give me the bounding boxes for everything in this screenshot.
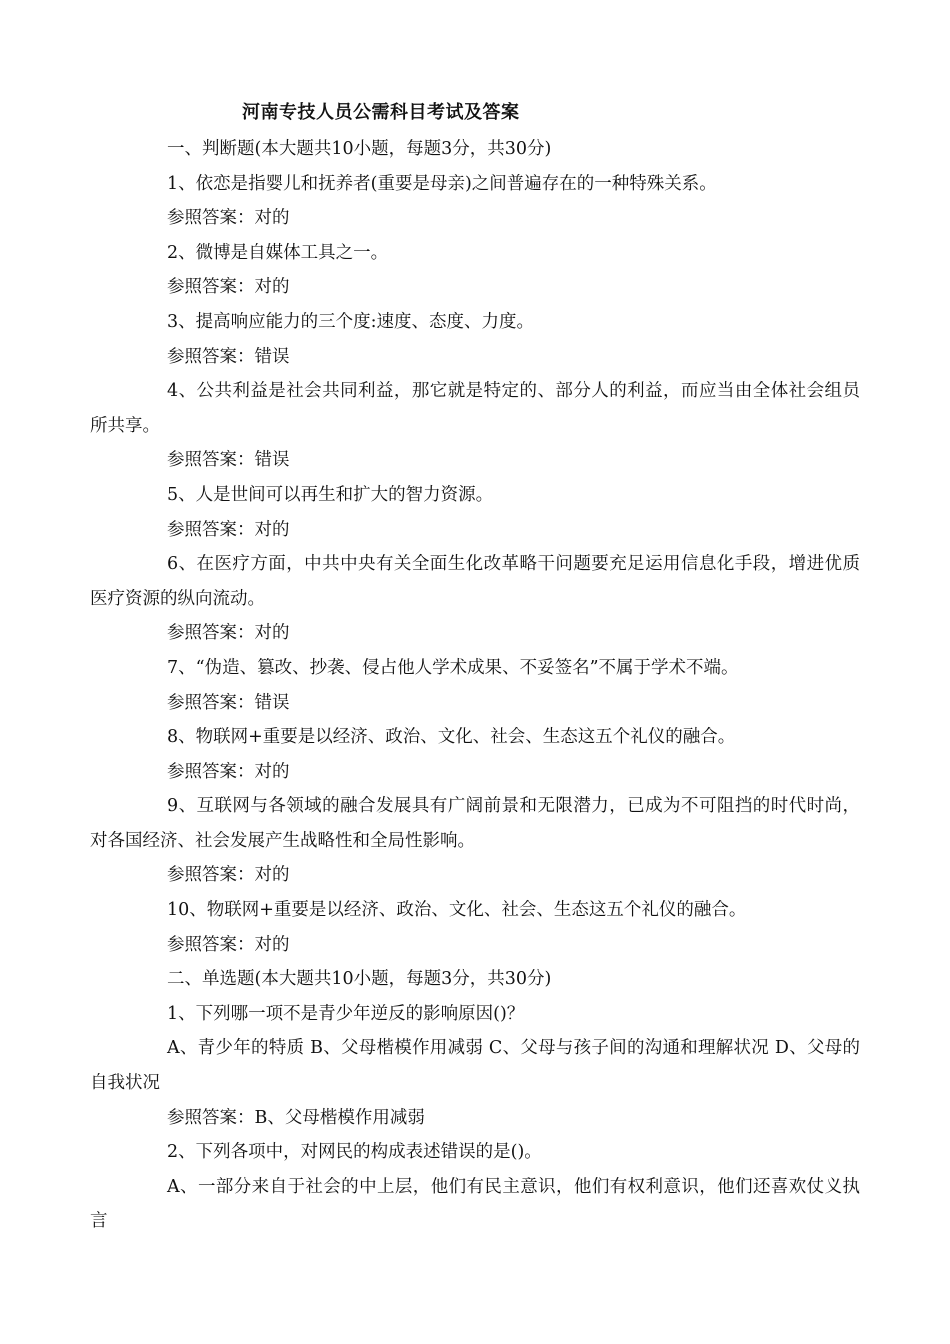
question-paragraph: 10、物联网+重要是以经济、政治、文化、社会、生态这五个礼仪的融合。 [167, 900, 747, 921]
answer-paragraph: 参照答案：对的 [167, 934, 290, 955]
answer-paragraph: 参照答案：B、父母楷模作用减弱 [167, 1107, 425, 1128]
question-paragraph: 2、下列各项中，对网民的构成表述错误的是()。 [167, 1142, 542, 1163]
answer-paragraph: 参照答案：对的 [167, 519, 290, 540]
answer-paragraph: 参照答案：对的 [167, 865, 290, 886]
question-paragraph: 8、物联网+重要是以经济、政治、文化、社会、生态这五个礼仪的融合。 [167, 727, 736, 748]
document-title: 河南专技人员公需科目考试及答案 [242, 102, 520, 123]
section-heading-single-choice: 二、单选题(本大题共10小题，每题3分，共30分) [167, 969, 552, 990]
options-paragraph: A、青少年的特质 B、父母楷模作用减弱 C、父母与孩子间的沟通和理解状况 D、父母的自我状况 [90, 1038, 860, 1094]
question-paragraph: 7、“伪造、篡改、抄袭、侵占他人学术成果、不妥签名”不属于学术不端。 [167, 657, 739, 678]
section-heading-judgment: 一、判断题(本大题共10小题，每题3分，共30分) [167, 139, 552, 159]
options-paragraph: A、一部分来自于社会的中上层，他们有民主意识，他们有权利意识，他们还喜欢仗义执言 [90, 1176, 860, 1232]
answer-paragraph: 参照答案：错误 [167, 450, 290, 471]
answer-paragraph: 参照答案：错误 [167, 346, 290, 367]
answer-paragraph: 参照答案：对的 [167, 208, 290, 229]
question-paragraph: 9、互联网与各领域的融合发展具有广阔前景和无限潜力，已成为不可阻挡的时代时尚，对各国经济、社会发展产生战略性和全局性影响。 [90, 796, 860, 851]
answer-paragraph: 参照答案：对的 [167, 623, 290, 644]
answer-paragraph: 参照答案：对的 [167, 277, 290, 298]
question-paragraph: 1、下列哪一项不是青少年逆反的影响原因()？ [167, 1003, 525, 1024]
answer-paragraph: 参照答案：对的 [167, 761, 290, 782]
question-paragraph: 1、依恋是指婴儿和抚养者(重要是母亲)之间普遍存在的一种特殊关系。 [167, 173, 717, 194]
question-paragraph: 5、人是世间可以再生和扩大的智力资源。 [167, 484, 494, 505]
answer-paragraph: 参照答案：错误 [167, 692, 290, 713]
question-paragraph: 6、在医疗方面，中共中央有关全面生化改革略干问题要充足运用信息化手段，增进优质医疗资源的纵向流动。 [90, 554, 860, 609]
question-paragraph: 2、微博是自媒体工具之一。 [167, 242, 389, 263]
question-paragraph: 4、公共利益是社会共同利益，那它就是特定的、部分人的利益，而应当由全体社会组员所共享。 [90, 381, 860, 436]
question-paragraph: 3、提高响应能力的三个度:速度、态度、力度。 [167, 311, 535, 332]
document-body [90, 132, 860, 1239]
